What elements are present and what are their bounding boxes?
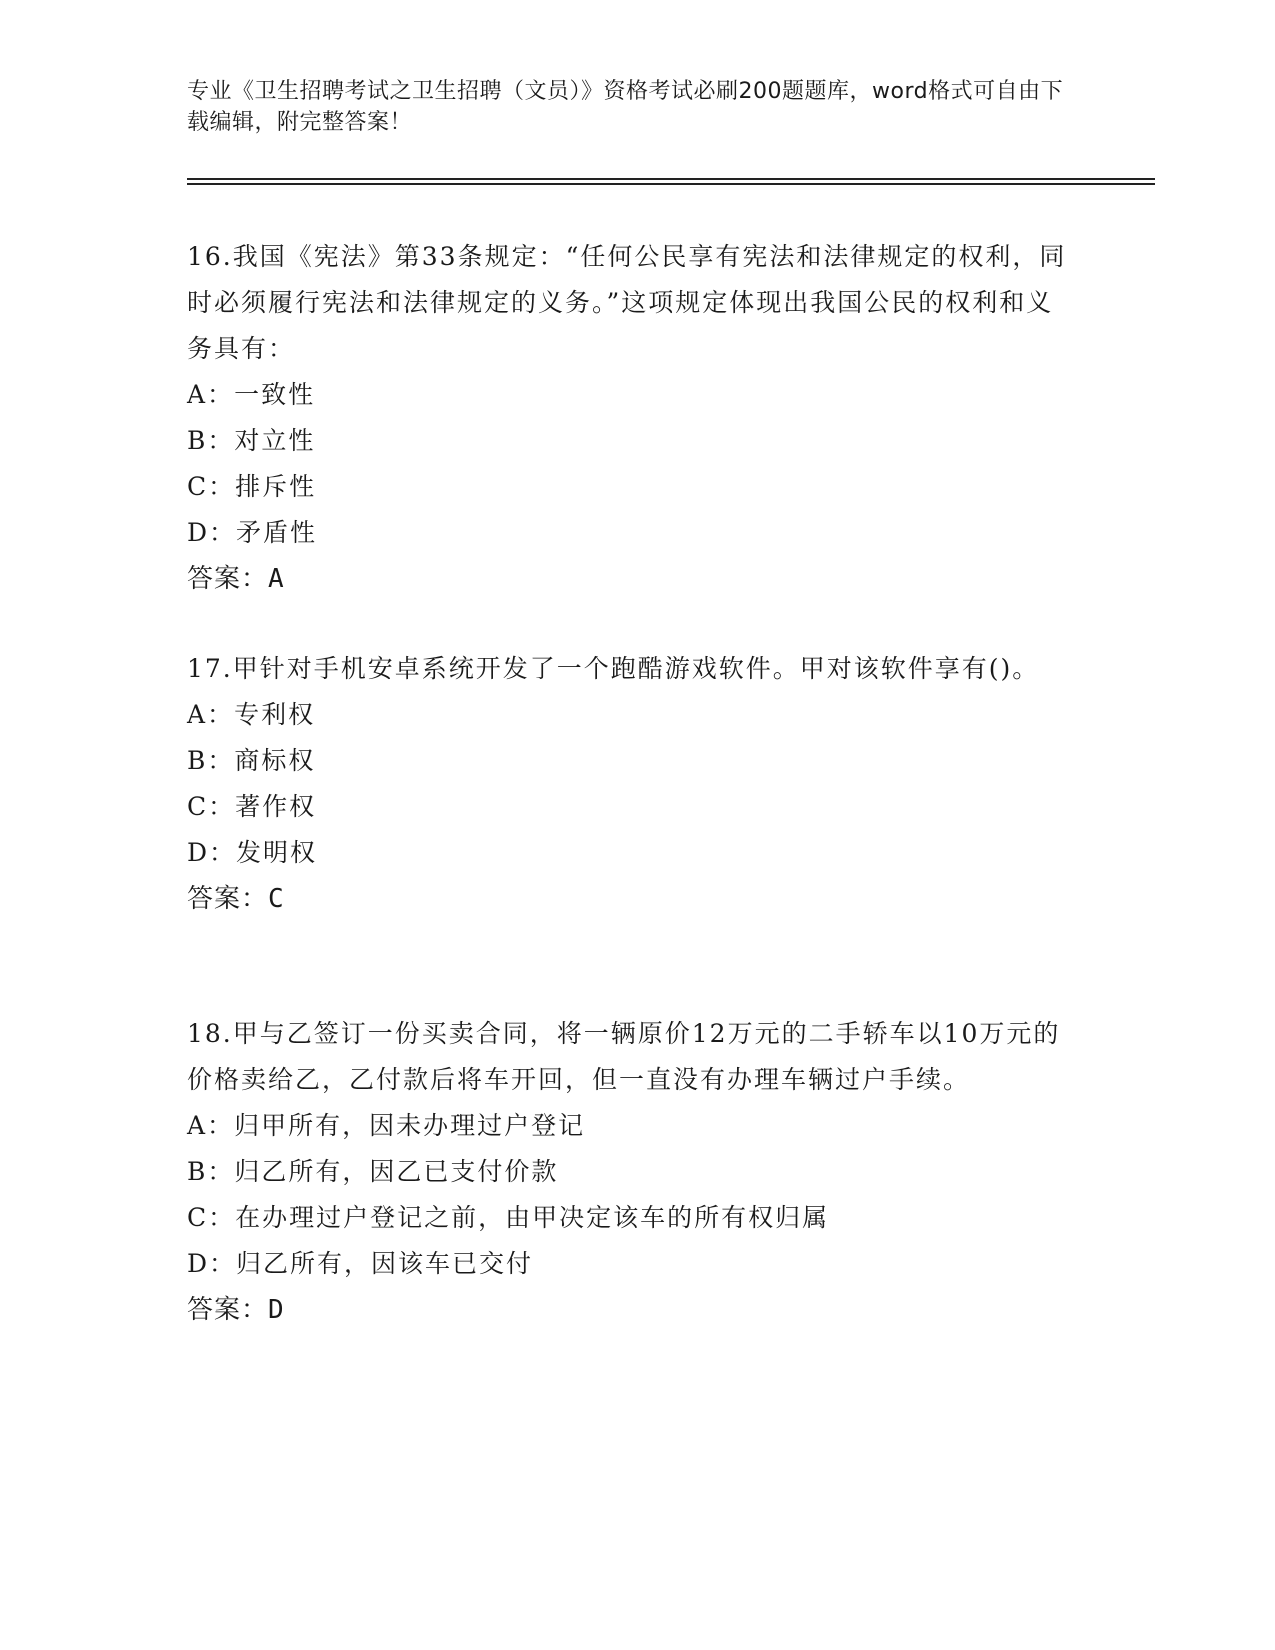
option-a [187,692,1067,738]
option-text: 商标权 [234,746,316,775]
option-text: 在办理过户登记之前，由甲决定该车的所有权归属 [235,1203,830,1232]
option-letter: D： [187,838,237,867]
header-title: 专业《卫生招聘考试之卫生招聘（文员）》资格考试必刷200题题库，word格式可自由下载编辑，附完整答案！ [187,79,1064,135]
option-text: 对立性 [234,426,316,455]
option-letter: D： [187,518,237,547]
option-letter: A： [187,1111,235,1140]
document-header [187,76,1067,138]
answer-line [187,1287,1067,1333]
option-text: 归乙所有，因乙已支付价款 [234,1157,559,1186]
option-letter: B： [187,426,235,455]
answer-label: 答案： [187,564,269,594]
option-text: 归乙所有，因该车已交付 [236,1249,534,1278]
option-letter: C： [187,1203,236,1232]
answer-label: 答案： [187,1295,269,1325]
option-text: 归甲所有，因未办理过户登记 [234,1111,586,1140]
question-stem: 17.甲针对手机安卓系统开发了一个跑酷游戏软件。甲对该软件享有()。 [187,654,1040,683]
option-b [187,738,1067,784]
option-text: 排斥性 [235,472,317,501]
header-divider-top [187,178,1155,180]
option-text: 矛盾性 [236,518,318,547]
option-a [187,372,1067,418]
question-16 [187,234,1067,602]
answer-line [187,876,1067,922]
option-text: 一致性 [234,380,316,409]
question-stem: 16.我国《宪法》第33条规定：“任何公民享有宪法和法律规定的权利，同时必须履行宪法和法律规定的义务。”这项规定体现出我国公民的权利和义务具有： [187,242,1067,363]
option-c [187,464,1067,510]
option-letter: C： [187,792,236,821]
option-d [187,1241,1067,1287]
option-d [187,830,1067,876]
question-18 [187,1011,1067,1333]
option-a [187,1103,1067,1149]
option-letter: B： [187,746,235,775]
option-letter: A： [187,700,235,729]
option-letter: C： [187,472,236,501]
option-text: 发明权 [236,838,318,867]
option-letter: B： [187,1157,235,1186]
option-d [187,510,1067,556]
option-letter: A： [187,380,235,409]
option-c [187,1195,1067,1241]
question-stem: 18.甲与乙签订一份买卖合同，将一辆原价12万元的二手轿车以10万元的价格卖给乙，乙付款后将车开回，但一直没有办理车辆过户手续。 [187,1019,1061,1094]
answer-line [187,556,1067,602]
option-b [187,1149,1067,1195]
header-divider-bottom [187,183,1155,185]
question-17 [187,646,1067,922]
answer-value: A [268,564,285,594]
answer-value: C [268,884,285,914]
answer-value: D [268,1295,285,1325]
option-text: 专利权 [234,700,316,729]
option-b [187,418,1067,464]
answer-label: 答案： [187,884,269,914]
option-c [187,784,1067,830]
option-text: 著作权 [235,792,317,821]
option-letter: D： [187,1249,237,1278]
